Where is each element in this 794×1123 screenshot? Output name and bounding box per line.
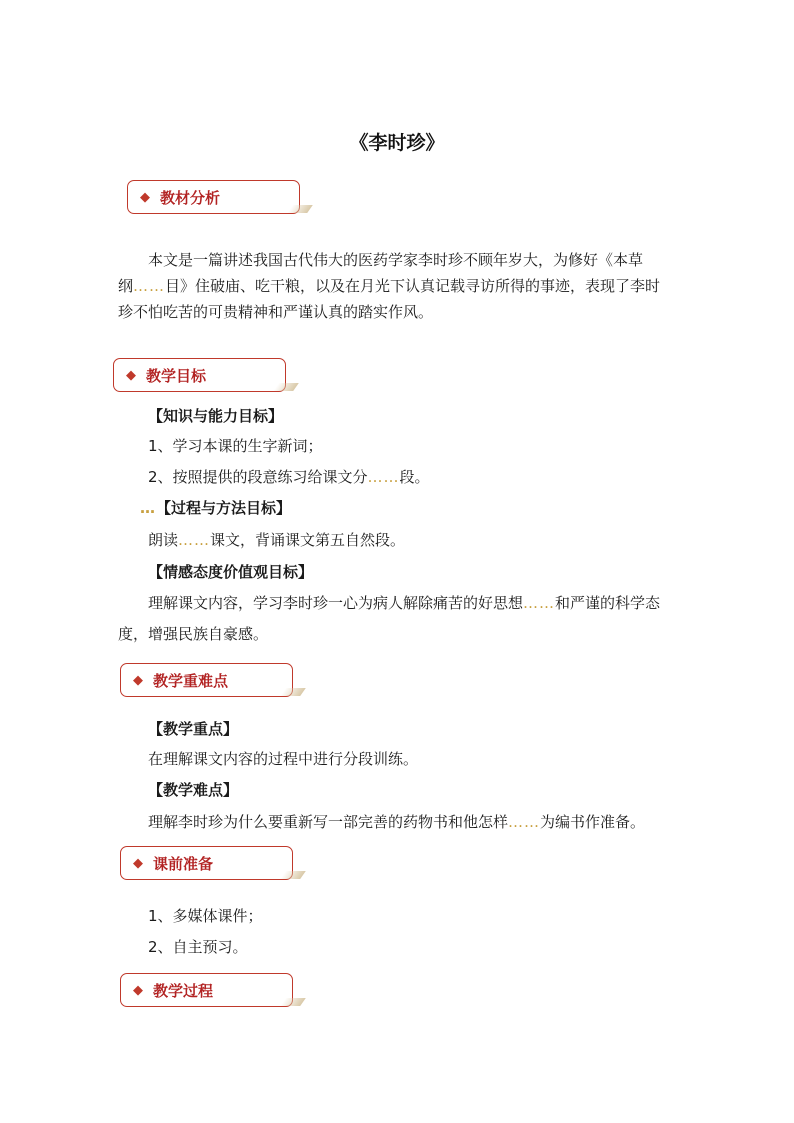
section-header-goals xyxy=(113,358,296,392)
section-label: 课前准备 xyxy=(153,854,214,873)
diamond-icon: ◆ xyxy=(133,855,143,871)
text-line: 本文是一篇讲述我国古代伟大的医药学家李时珍不顾年岁大，为修好《本草 xyxy=(148,251,644,269)
section-label: 教学过程 xyxy=(153,981,214,1000)
keypoint-heading: 【教学重点】 xyxy=(148,720,239,738)
diamond-icon: ◆ xyxy=(133,982,143,998)
goal-heading: …【过程与方法目标】 xyxy=(140,499,292,517)
goal-item: 1、学习本课的生字新词； xyxy=(148,437,323,455)
section-label: 教材分析 xyxy=(160,188,221,207)
text-line: 珍不怕吃苦的可贵精神和严谨认真的踏实作风。 xyxy=(118,303,434,321)
text-line: 纲……目》住破庙、吃干粮，以及在月光下认真记载寻访所得的事迹，表现了李时 xyxy=(118,277,661,295)
goal-paragraph: 度，增强民族自豪感。 xyxy=(118,625,269,643)
page-title: 《李时珍》 xyxy=(349,132,445,154)
keypoint-text: 在理解课文内容的过程中进行分段训练。 xyxy=(148,750,419,768)
prep-item: 2、自主预习。 xyxy=(148,938,248,956)
goal-heading: 【知识与能力目标】 xyxy=(148,407,284,425)
section-label: 教学重难点 xyxy=(153,671,229,690)
goal-item: 朗读……课文，背诵课文第五自然段。 xyxy=(148,531,406,549)
section-header-prep xyxy=(120,846,303,880)
diamond-icon: ◆ xyxy=(140,189,150,205)
goal-heading: 【情感态度价值观目标】 xyxy=(148,563,314,581)
section-header-keypoints xyxy=(120,663,303,697)
diamond-icon: ◆ xyxy=(133,672,143,688)
section-header-process xyxy=(120,973,303,1007)
keypoint-text: 理解李时珍为什么要重新写一部完善的药物书和他怎样……为编书作准备。 xyxy=(148,813,646,831)
analysis-paragraph xyxy=(118,247,678,325)
section-label: 教学目标 xyxy=(146,366,207,385)
section-header-analysis xyxy=(127,180,310,214)
goal-paragraph: 理解课文内容，学习李时珍一心为病人解除痛苦的好思想……和严谨的科学态 xyxy=(148,594,661,612)
prep-item: 1、多媒体课件； xyxy=(148,907,263,925)
keypoint-heading: 【教学难点】 xyxy=(148,781,239,799)
goal-item: 2、按照提供的段意练习给课文分……段。 xyxy=(148,468,430,486)
diamond-icon: ◆ xyxy=(126,367,136,383)
